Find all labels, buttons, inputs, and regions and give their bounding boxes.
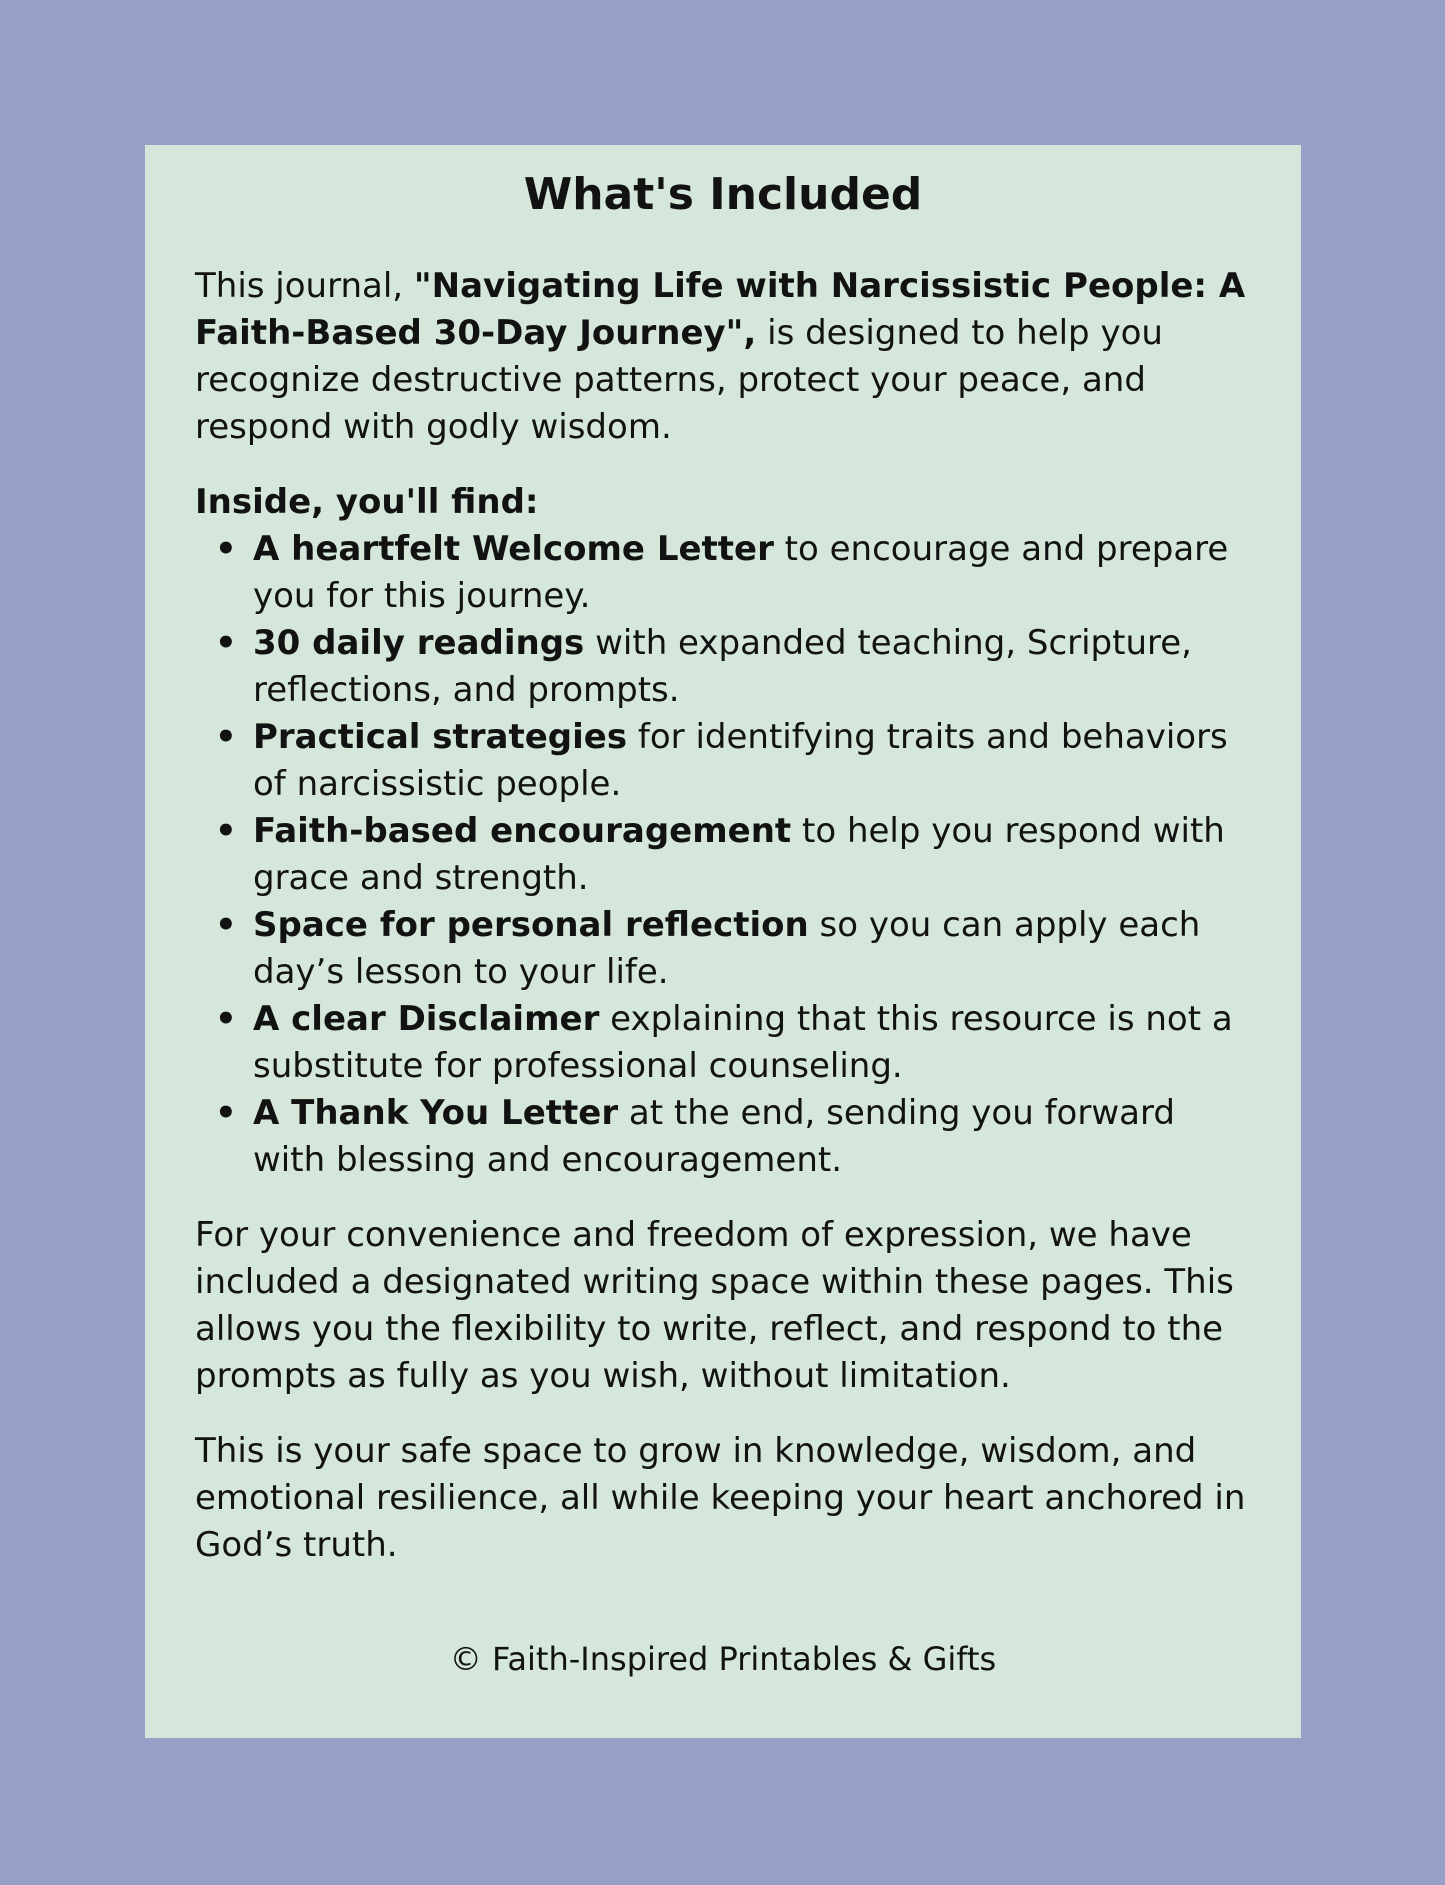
bullet-icon: • bbox=[215, 717, 237, 757]
intro-paragraph bbox=[195, 263, 1251, 451]
list-item bbox=[215, 526, 1251, 620]
item-text: so you can apply each day’s lesson to your life. bbox=[253, 905, 1201, 992]
closing-paragraph: This is your safe space to grow in knowledge, wisdom, and emotional resilience, all while keeping your heart anchored in God’s truth. bbox=[195, 1431, 1246, 1565]
bullet-icon: • bbox=[215, 811, 237, 851]
copyright-notice: © Faith-Inspired Printables & Gifts bbox=[449, 1640, 997, 1678]
item-bold: A clear Disclaimer bbox=[253, 999, 600, 1039]
item-text: at the end, sending you forward with blessing and encouragement. bbox=[253, 1093, 1175, 1180]
bullet-icon: • bbox=[215, 1093, 237, 1133]
content-card bbox=[145, 145, 1301, 1738]
item-text: to encourage and prepare you for this journey. bbox=[253, 529, 1229, 616]
intro-prefix: This journal, bbox=[195, 266, 414, 306]
list-item bbox=[215, 714, 1251, 808]
included-items-list bbox=[195, 526, 1251, 1184]
bullet-icon: • bbox=[215, 905, 237, 945]
list-item bbox=[215, 620, 1251, 714]
page-title: What's Included bbox=[523, 169, 923, 220]
intro-suffix: is designed to help you recognize destructive patterns, protect your peace, and respond with godly wisdom. bbox=[195, 313, 1163, 447]
bullet-icon: • bbox=[215, 529, 237, 569]
item-text: for identifying traits and behaviors of narcissistic people. bbox=[253, 717, 1228, 804]
item-bold: Space for personal reflection bbox=[253, 905, 809, 945]
item-text: explaining that this resource is not a substitute for professional counseling. bbox=[253, 999, 1233, 1086]
list-heading: Inside, you'll find: bbox=[195, 482, 539, 522]
list-item bbox=[215, 902, 1251, 996]
item-text: to help you respond with grace and strength. bbox=[253, 811, 1225, 898]
item-bold: A Thank You Letter bbox=[253, 1093, 619, 1133]
writing-space-paragraph: For your convenience and freedom of expression, we have included a designated writing space within these pages. This allows you the flexibility to write, reflect, and respond to the prompts as fully as you wish, without limitation. bbox=[195, 1215, 1234, 1396]
item-bold: Practical strategies bbox=[253, 717, 628, 757]
journal-title: "Navigating Life with Narcissistic People: A Faith-Based 30-Day Journey", bbox=[195, 266, 1246, 353]
list-item bbox=[215, 996, 1251, 1090]
item-text: with expanded teaching, Scripture, reflections, and prompts. bbox=[253, 623, 1192, 710]
list-item bbox=[215, 808, 1251, 902]
bullet-icon: • bbox=[215, 999, 237, 1039]
item-bold: A heartfelt Welcome Letter bbox=[253, 529, 774, 569]
list-item bbox=[215, 1090, 1251, 1184]
bullet-icon: • bbox=[215, 623, 237, 663]
item-bold: Faith-based encouragement bbox=[253, 811, 792, 851]
item-bold: 30 daily readings bbox=[253, 623, 585, 663]
